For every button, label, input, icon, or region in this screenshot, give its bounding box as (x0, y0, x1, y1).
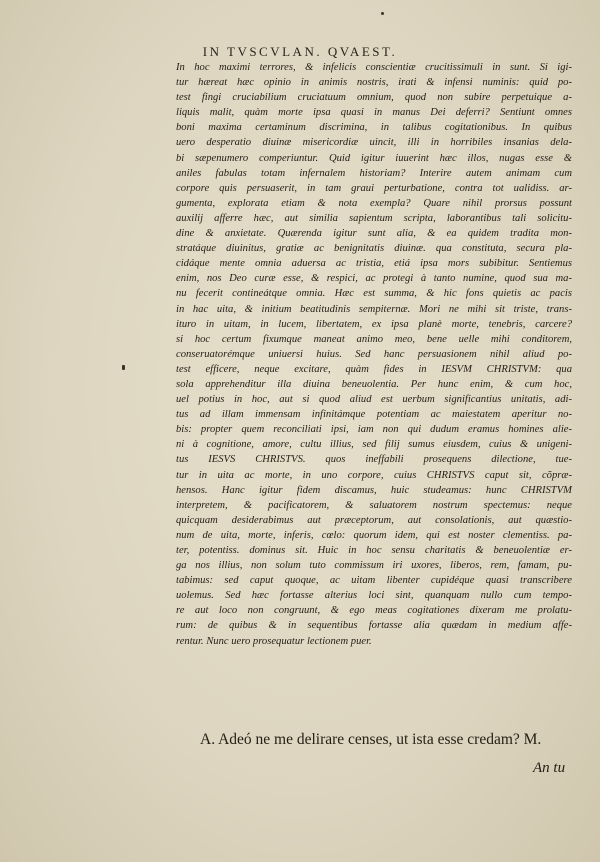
text-line: test fingi cruciabilium cruciatuum omnium, quod non subire perpetuique a- (176, 92, 572, 104)
ink-speck (122, 365, 125, 370)
text-line: ituro in uitam, in lucem, libertatem, ex ipsa planè morte, tenebris, carcere? (176, 318, 572, 330)
text-line: stratáque diuinitus, gratiæ ac benignitatis diuinæ. qua constituta, secura pla- (176, 243, 572, 255)
text-line: nu fecerit contineátque omnia. Hæc est summa, & hic fons quietis ac pacis (176, 288, 572, 300)
text-line: cidáque mente omnia aduersa ac tristia, etiá ipsa mors subibitur. Sentiemus (176, 258, 572, 270)
text-line: num de uita, morte, inferis, cœlo: quorum idem, qui est noster clementiss. pa- (176, 529, 572, 541)
text-line: re aut loco non congruunt, & ego meas cogitationes dixeram me prolatu- (176, 605, 572, 617)
text-line: gumenta, explorata etiam & nota exempla? Quare nihil prorsus possunt (176, 197, 572, 209)
text-line: bis: propter quem reconciliati ipsi, iam non qui dudum eramus homines alie- (176, 424, 572, 436)
text-line: aniles fabulas totam infernalem historiam? Interire autem animam cum (176, 167, 572, 179)
text-line: ga nos illius, non solum tuto commissum iri uxores, liberos, rem, famam, pu- (176, 560, 572, 572)
text-line: in hac uita, & initium beatitudinis sempiternæ. Mori ne mihi sit triste, trans- (176, 303, 572, 315)
text-line: tur hæreat hæc opinio in animis nostris, irati & infensi numinis: quid po- (176, 77, 572, 89)
text-line: dine & anxietate. Quærenda igitur sunt alia, & ea quidem tradita mon- (176, 228, 572, 240)
text-line: uero desperatio diuinæ misericordiæ uincit, illi in horribiles insanias dela- (176, 137, 572, 149)
text-line: rum: de quibus & in sequentibus fortasse alia quædam in medium affe- (176, 620, 572, 632)
text-line: In hoc maximi terrores, & infelicis conscientiæ crucitissimuli in sunt. Si igi- (176, 62, 572, 73)
text-line: corpore quis persuaserit, in tam graui perturbatione, contra tot ualidiss. ar- (176, 182, 572, 194)
text-line: tus IESVS CHRISTVS. quos ineffabili prosequens dilectione, tue- (176, 454, 572, 466)
text-line: hensos. Hanc igitur fidem discamus, huic studeamus: hunc CHRISTVM (176, 484, 572, 496)
body-paragraph (176, 60, 572, 649)
text-line: auxilij afferre hæc, aut similia sapientum scripta, laborantibus tali solicitu- (176, 212, 572, 224)
ink-speck (381, 12, 384, 15)
text-line: tus ad illam immensam infinitámque potentiam ac maiestatem aperitur no- (176, 409, 572, 421)
text-line: uel potius in hoc, aut si quod aliud est uerbum significantius unitatis, adi- (176, 394, 572, 406)
text-line: ter, potentiss. dominus sit. Huic in hoc sensu charitatis & beneuolentiæ er- (176, 545, 572, 556)
text-line: conseruatorémque uniuersi huius. Sed hanc persuasionem nihil aliud po- (176, 348, 572, 360)
text-line: sola apprehenditur illa diuina beneuolentia. Per hunc enim, & cum hoc, (176, 378, 572, 390)
catchword: An tu (533, 760, 566, 776)
text-line: rentur. Nunc uero prosequatur lectionem puer. (176, 635, 372, 647)
text-line: uolemus. Sed hæc fortasse alterius loci sint, quanquam nullo cum tempo- (176, 590, 572, 602)
text-line: si hoc certum fixumque maneat animo meo, bene uelle mihi conditorem, (176, 333, 572, 345)
text-line: interpretem, & pacificatorem, & saluatorem nostrum spectemus: neque (176, 499, 572, 511)
text-line: test efficere, neque excitare, quàm fides in IESVM CHRISTVM: qua (176, 363, 572, 375)
text-line: ni à cognitione, amore, cultu illius, sed filij sumus eiusdem, cuius & unigeni- (176, 439, 572, 451)
text-line: enim, nos Deo curæ esse, & respici, ac protegi à tanto numine, quod sua ma- (176, 273, 572, 285)
text-line: quicquam desiderabimus aut præceptorum, aut consolationis, aut quæstio- (176, 514, 572, 526)
running-header: IN TVSCVLAN. QVAEST. (202, 44, 398, 59)
text-line: boni maxima certaminum discrimina, in talibus cogitationibus. In quibus (176, 122, 572, 134)
text-line: liquis malit, quàm morte ipsa quasi in manus Dei deferri? Sentiunt omnes (176, 107, 572, 119)
text-line: bi sæpenumero comperiuntur. Quid igitur iuuerint hæc illos, nugas esse & (176, 152, 572, 164)
text-line: tabimus: sed caput quoque, ac uitam libenter cupidéque quasi transcribere (176, 575, 572, 587)
dialogue-line: A. Adeó ne me delirare censes, ut ista esse credam? M. (200, 731, 542, 748)
text-line: tur in uita ac morte, in uno corpore, cuius CHRISTVS caput sit, cõpræ- (176, 469, 572, 481)
